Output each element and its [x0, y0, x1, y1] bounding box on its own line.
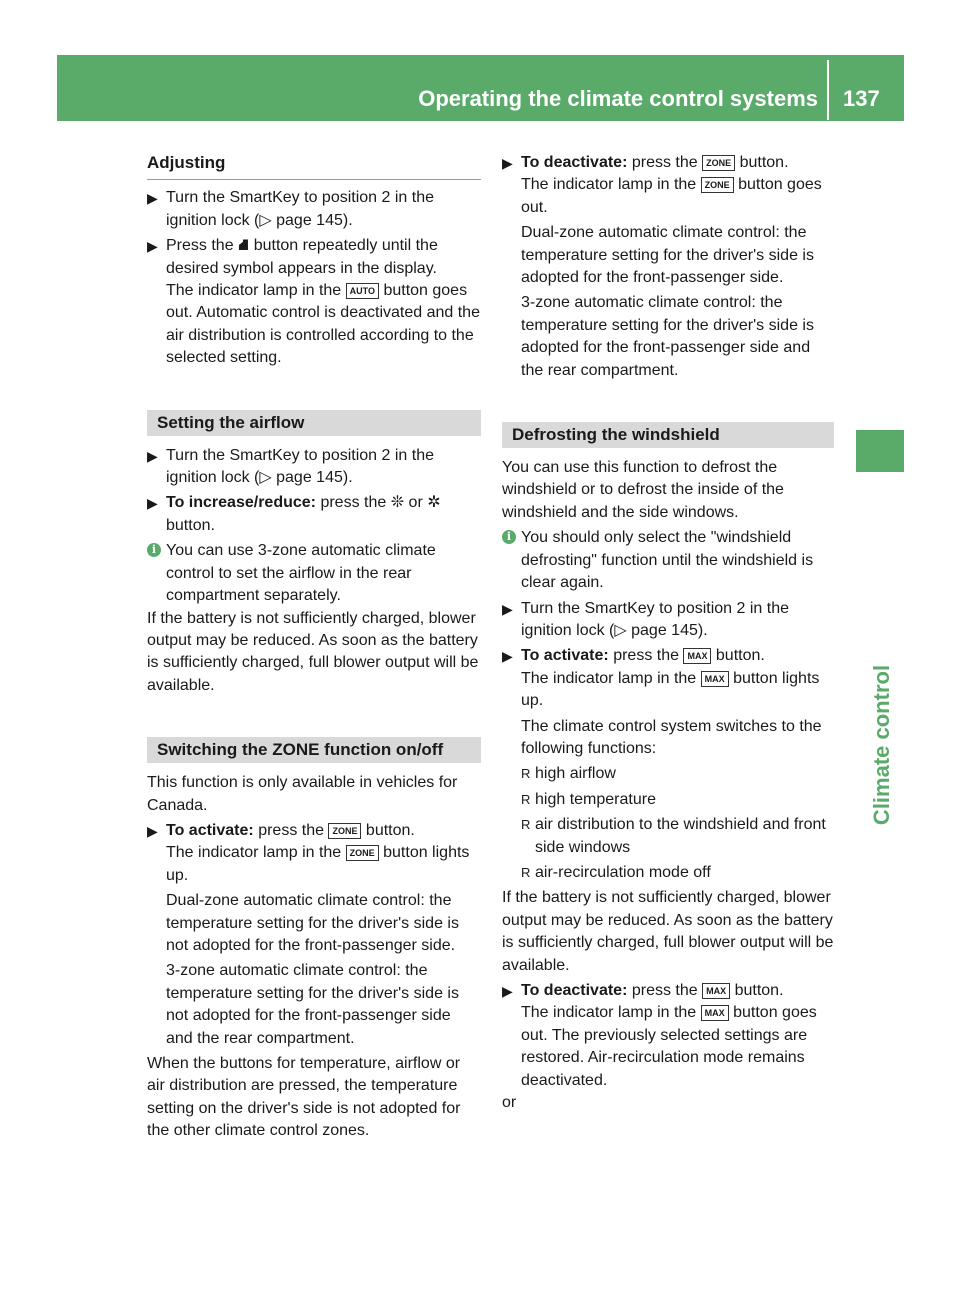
step-arrow-icon: ▶	[147, 822, 158, 839]
step-press-airdist: ▶ Press the ⛘ button repeatedly until the desired symbol appears in the display.	[147, 237, 438, 277]
left-column	[147, 152, 481, 1143]
zone-dual-note: Dual-zone automatic climate control: the temperature setting for the driver's side is not adopted for the front-passenger side.	[166, 892, 459, 954]
step-defrost-deactivate: ▶ To deactivate: press the MAX button.	[502, 980, 834, 1002]
step-arrow-icon: ▶	[502, 600, 513, 617]
zone-icon: ZONE	[701, 177, 734, 193]
side-tab-block	[856, 430, 904, 472]
info-note-airflow: i You can use 3-zone automatic climate control to set the airflow in the rear compartment separately.	[147, 540, 481, 607]
bullet-icon: R	[521, 864, 531, 880]
zone-three-note: 3-zone automatic climate control: the temperature setting for the driver's side is not adopted for the front-passenger side and the rear compartment.	[166, 962, 459, 1047]
step-arrow-icon: ▶	[147, 190, 158, 207]
header-divider	[827, 60, 829, 120]
bullet-icon: R	[521, 817, 531, 833]
info-icon: i	[147, 543, 161, 557]
step-turn-smartkey: ▶ Turn the SmartKey to position 2 in the ignition lock (▷ page 145).	[147, 189, 434, 229]
list-item: R high airflow	[502, 763, 834, 785]
step-airdist-result: The indicator lamp in the AUTO button goes out. Automatic control is deactivated and the air distribution is controlled according to the selected setting.	[166, 282, 480, 367]
heading-adjusting: Adjusting	[147, 152, 481, 180]
page-title: Operating the climate control systems	[418, 86, 818, 111]
heading-defrost: Defrosting the windshield	[502, 422, 834, 448]
zone-off-three-note: 3-zone automatic climate control: the temperature setting for the driver's side is adopted for the front-passenger side and the rear compartment.	[521, 294, 814, 379]
step-defrost-activate: ▶ To activate: press the MAX button.	[502, 645, 834, 667]
auto-icon: AUTO	[346, 283, 379, 299]
page-number: 137	[843, 86, 880, 111]
bullet-icon: R	[521, 791, 531, 807]
defrost-max-icon: MAX	[701, 671, 729, 687]
step-turn-smartkey: ▶ Turn the SmartKey to position 2 in the ignition lock (▷ page 145).	[502, 599, 789, 639]
step-arrow-icon: ▶	[502, 155, 513, 171]
heading-airflow: Setting the airflow	[147, 410, 481, 436]
bullet-icon: R	[521, 766, 531, 782]
zone-intro: This function is only available in vehicles for Canada.	[147, 774, 458, 814]
zone-when-note: When the buttons for temperature, airflow or air distribution are pressed, the temperature setting on the driver's side is not adopted for the other climate control zones.	[147, 1055, 461, 1140]
defrost-max-icon: MAX	[701, 1005, 729, 1021]
step-zone-activate: ▶ To activate: press the ZONE button.	[147, 820, 481, 842]
step-arrow-icon: ▶	[502, 983, 513, 999]
info-icon: i	[502, 530, 516, 544]
defrost-deactivate-result: The indicator lamp in the MAX button goes out. The previously selected settings are restored. Air-recirculation mode remains deactivated.	[521, 1004, 817, 1089]
defrost-max-icon: MAX	[702, 983, 730, 999]
side-tab-label: Climate control	[869, 664, 894, 826]
step-arrow-icon: ▶	[147, 495, 158, 512]
defrost-switches: The climate control system switches to the following functions:	[521, 717, 822, 757]
battery-note: If the battery is not sufficiently charged, blower output may be reduced. As soon as the battery is sufficiently charged, full blower output will be available.	[147, 609, 479, 694]
list-item: R air distribution to the windshield and front side windows	[521, 816, 826, 856]
battery-note: If the battery is not sufficiently charged, blower output may be reduced. As soon as the battery is sufficiently charged, full blower output will be available.	[502, 889, 834, 974]
zone-deactivate-result: The indicator lamp in the ZONE button goes out.	[521, 176, 822, 216]
info-note-defrost: i You should only select the "windshield defrosting" function until the windshield is clear again.	[502, 527, 834, 594]
zone-icon: ZONE	[346, 845, 379, 861]
zone-icon: ZONE	[702, 155, 735, 171]
list-item: R high temperature	[502, 789, 834, 811]
list-item: R air-recirculation mode off	[502, 862, 834, 884]
step-arrow-icon: ▶	[147, 447, 158, 464]
step-arrow-icon: ▶	[147, 238, 158, 255]
heading-zone: Switching the ZONE function on/off	[147, 737, 481, 763]
defrost-intro: You can use this function to defrost the windshield or to defrost the inside of the windshield and the side windows.	[502, 459, 784, 521]
right-column	[502, 152, 834, 1114]
zone-off-dual-note: Dual-zone automatic climate control: the temperature setting for the driver's side is adopted for the front-passenger side.	[521, 224, 814, 287]
defrost-max-icon: MAX	[683, 648, 711, 664]
step-increase-reduce: ▶ To increase/reduce: press the ❊ or ✲ button.	[147, 494, 441, 534]
or-text: or	[502, 1094, 517, 1112]
step-turn-smartkey: ▶ Turn the SmartKey to position 2 in the ignition lock (▷ page 145).	[147, 446, 434, 487]
step-zone-deactivate: ▶ To deactivate: press the ZONE button.	[502, 152, 834, 174]
zone-icon: ZONE	[328, 823, 361, 839]
side-tab	[862, 655, 902, 835]
step-arrow-icon: ▶	[502, 648, 513, 665]
defrost-activate-result: The indicator lamp in the MAX button lights up.	[521, 669, 820, 710]
zone-activate-result: The indicator lamp in the ZONE button lights up.	[166, 844, 470, 884]
